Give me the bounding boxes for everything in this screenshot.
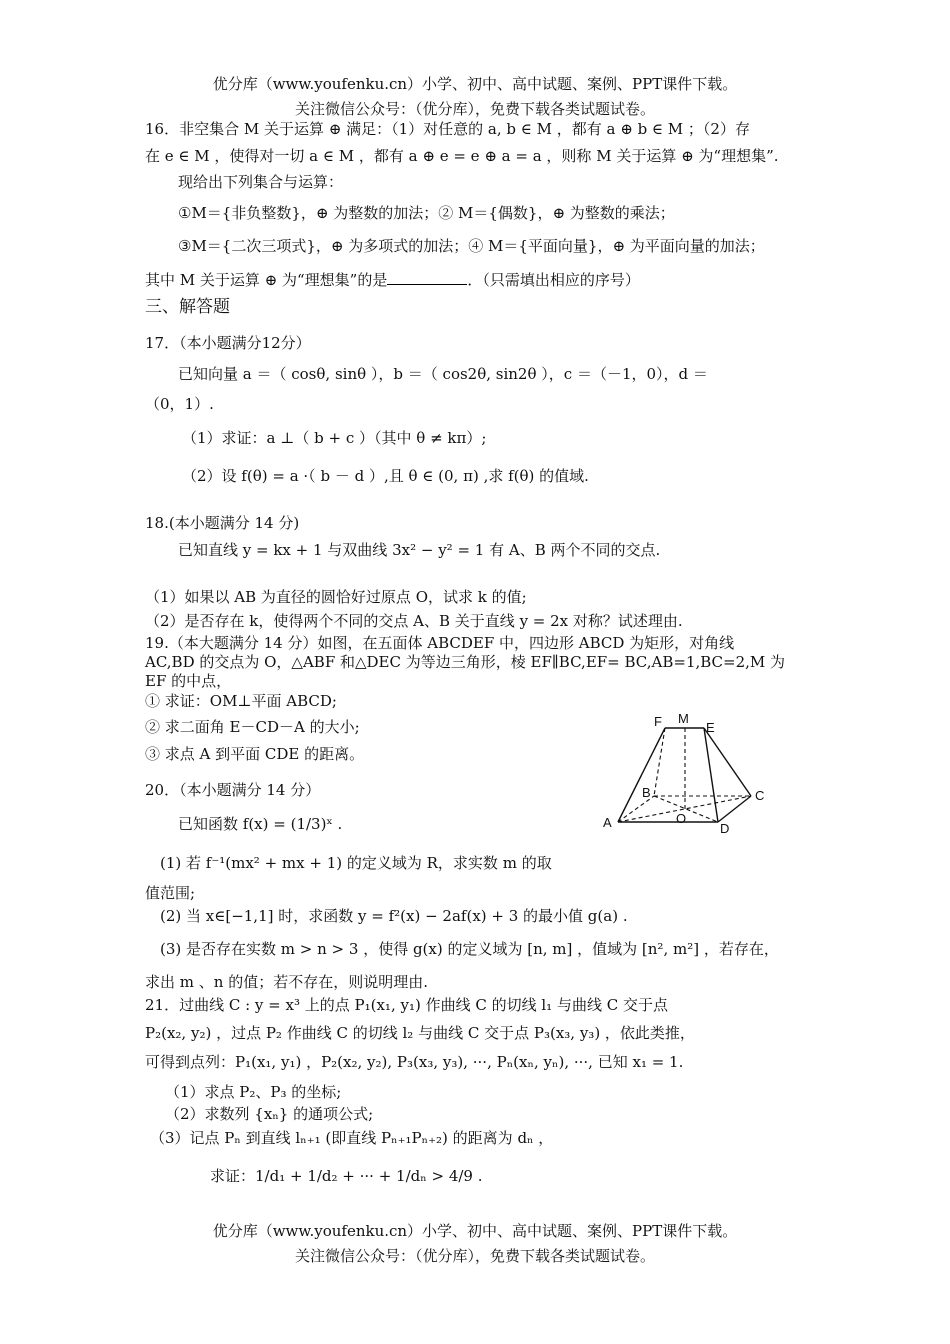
q20-line-1: 已知函数 f(x) = (1/3)ˣ . <box>178 815 343 833</box>
q20-line-3: 值范围; <box>145 884 196 902</box>
q16-line-3: 现给出下列集合与运算： <box>178 173 344 191</box>
section-title: 三、解答题 <box>145 297 230 317</box>
q17-line-1: 已知向量 a ＝（ cosθ, sinθ ），b ＝（ cos2θ, sin2θ ），c ＝（－1，0），d ＝ <box>178 365 708 383</box>
q19-line-2: AC,BD 的交点为 O，△ABF 和△DEC 为等边三角形，棱 EF∥BC,EF= BC,AB=1,BC=2,M 为 <box>145 653 786 671</box>
q20-line-4: (2) 当 x∈[−1,1] 时，求函数 y = f²(x) − 2af(x) + 3 的最小值 g(a) . <box>160 907 628 925</box>
header-line-1: 优分库（www.youfenku.cn）小学、初中、高中试题、案例、PPT课件下载。 <box>212 75 738 93</box>
q16-line-6-a: 其中 M 关于运算 ⊕ 为“理想集”的是 <box>145 271 388 289</box>
q16-line-6 <box>145 270 640 290</box>
q16-line-4: ①M＝{非负整数}，⊕ 为整数的加法；② M＝{偶数}，⊕ 为整数的乘法； <box>178 204 675 222</box>
label-D: D <box>720 821 730 836</box>
q17-line-4: （2）设 f(θ) = a ·（ b － d ）,且 θ ∈ (0, π) ,求 f(θ) 的值域. <box>182 467 589 485</box>
q17-line-3: （1）求证：a ⊥（ b + c ）（其中 θ ≠ kπ）; <box>182 429 487 447</box>
q21-line-2: P₂(x₂, y₂) ，过点 P₂ 作曲线 C 的切线 l₂ 与曲线 C 交于点 P₃(x₃, y₃) ，依此类推， <box>145 1024 695 1042</box>
q16-line-5: ③M＝{二次三项式}，⊕ 为多项式的加法；④ M＝{平面向量}，⊕ 为平面向量的加法； <box>178 237 765 255</box>
q18-head: 18.(本小题满分 14 分) <box>145 514 300 532</box>
q18-line-1: 已知直线 y = kx + 1 与双曲线 3x² − y² = 1 有 A、B 两个不同的交点. <box>178 541 661 559</box>
q19-line-5: ② 求二面角 E－CD－A 的大小; <box>145 718 360 736</box>
q21-line-3: 可得到点列：P₁(x₁, y₁) ，P₂(x₂, y₂), P₃(x₃, y₃), ···, Pₙ(xₙ, yₙ), ···, 已知 x₁ = 1. <box>145 1053 684 1071</box>
answer-blank <box>387 270 467 285</box>
footer-line-2: 关注微信公众号：（优分库），免费下载各类试题试卷。 <box>294 1247 655 1265</box>
q20-line-5: (3) 是否存在实数 m > n > 3 ，使得 g(x) 的定义域为 [n, m] ，值域为 [n², m²] ，若存在， <box>160 940 779 958</box>
header-line-2: 关注微信公众号：（优分库），免费下载各类试题试卷。 <box>294 100 655 118</box>
q20-line-2: (1) 若 f⁻¹(mx² + mx + 1) 的定义域为 R，求实数 m 的取 <box>160 854 552 872</box>
q16-line-1: 16．非空集合 M 关于运算 ⊕ 满足：（1）对任意的 a, b ∈ M ，都有 a ⊕ b ∈ M ；（2）存 <box>145 120 750 138</box>
label-O: O <box>676 811 687 826</box>
edge-FA <box>618 728 665 822</box>
q21-line-5: （2）求数列 {xₙ} 的通项公式; <box>165 1105 374 1123</box>
label-M: M <box>678 711 689 726</box>
edge-ED <box>704 728 718 822</box>
edge-DC <box>718 796 751 822</box>
label-A: A <box>603 815 612 830</box>
label-F: F <box>654 714 662 729</box>
q19-line-4: ① 求证：OM⊥平面 ABCD; <box>145 692 337 710</box>
q19-line-6: ③ 求点 A 到平面 CDE 的距离。 <box>145 745 365 763</box>
footer-line-1: 优分库（www.youfenku.cn）小学、初中、高中试题、案例、PPT课件下载。 <box>212 1222 738 1240</box>
q21-line-7: 求证：1/d₁ + 1/d₂ + ··· + 1/dₙ > 4/9 . <box>210 1167 483 1185</box>
q19-line-3: EF 的中点， <box>145 672 232 690</box>
label-C: C <box>755 788 765 803</box>
q20-line-6: 求出 m 、n 的值；若不存在，则说明理由. <box>145 973 428 991</box>
q20-head: 20．（本小题满分 14 分） <box>145 781 321 799</box>
q19-line-1: 19.（本大题满分 14 分）如图，在五面体 ABCDEF 中，四边形 ABCD 为矩形，对角线 <box>145 634 735 652</box>
q16-line-2: 在 e ∈ M ，使得对一切 a ∈ M ，都有 a ⊕ e = e ⊕ a = a ，则称 M 关于运算 ⊕ 为“理想集”. <box>145 147 779 165</box>
pentahedron-figure <box>596 705 796 840</box>
q17-line-2: （0，1）. <box>145 395 214 413</box>
label-E: E <box>706 720 715 735</box>
q18-line-2: （1）如果以 AB 为直径的圆恰好过原点 O，试求 k 的值; <box>145 588 527 606</box>
q18-line-3: （2）是否存在 k，使得两个不同的交点 A、B 关于直线 y = 2x 对称？试述理由. <box>145 612 683 630</box>
q21-line-1: 21．过曲线 C : y = x³ 上的点 P₁(x₁, y₁) 作曲线 C 的切线 l₁ 与曲线 C 交于点 <box>145 996 668 1014</box>
q21-line-6: （3）记点 Pₙ 到直线 lₙ₊₁ (即直线 Pₙ₊₁Pₙ₊₂) 的距离为 dₙ ， <box>150 1129 554 1147</box>
label-B: B <box>642 785 651 800</box>
q21-line-4: （1）求点 P₂、P₃ 的坐标; <box>165 1083 342 1101</box>
edge-EC <box>704 728 751 796</box>
q16-line-6-b: ．（只需填出相应的序号） <box>467 271 640 289</box>
q17-head: 17．（本小题满分12分） <box>145 334 311 352</box>
